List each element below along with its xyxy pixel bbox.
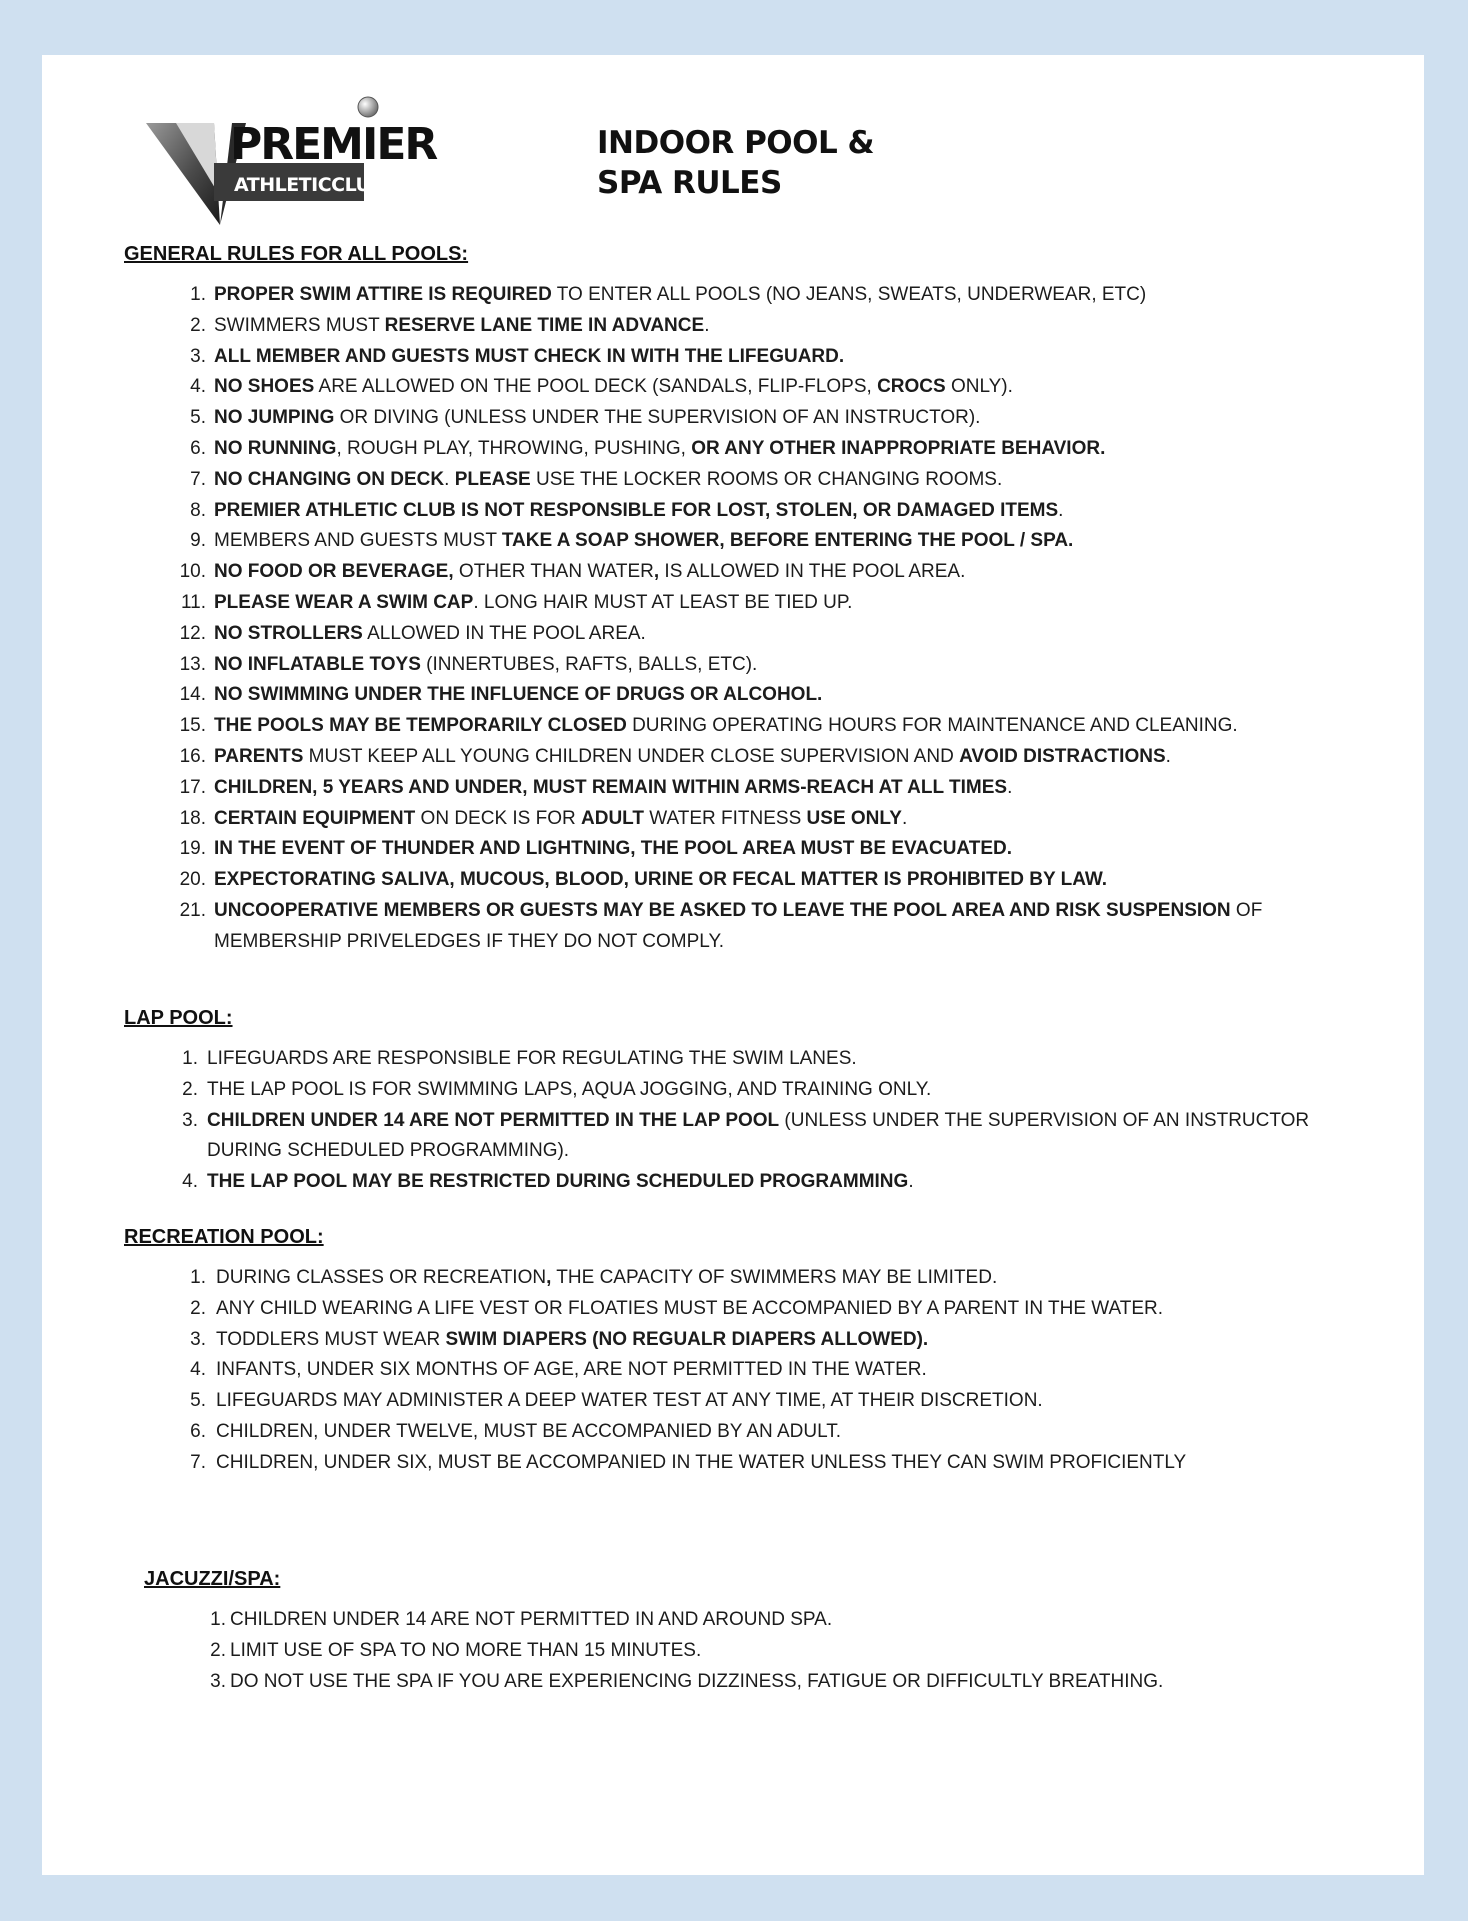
rules-list — [144, 1605, 1404, 1697]
rule-number: 13. — [179, 653, 206, 675]
title-line-2: SPA RULES — [597, 165, 782, 201]
rule-item — [124, 1263, 1384, 1294]
rule-item — [124, 1325, 1384, 1356]
rule-item — [124, 557, 1384, 588]
rules-list — [124, 1044, 1384, 1198]
rule-text-bold: NO SWIMMING UNDER THE INFLUENCE OF DRUGS OR ALCOHOL. — [214, 684, 823, 706]
rule-text: ON DECK IS FOR — [415, 807, 582, 829]
rule-item — [124, 465, 1384, 496]
rule-text: INFANTS, UNDER SIX MONTHS OF AGE, ARE NOT PERMITTED IN THE WATER. — [216, 1359, 927, 1381]
rule-item — [124, 834, 1384, 865]
rule-text-bold: , — [653, 561, 660, 583]
rule-text: CHILDREN, UNDER SIX, MUST BE ACCOMPANIED IN THE WATER UNLESS THEY CAN SWIM PROFICIENTLY — [216, 1451, 1187, 1473]
rule-text-bold: PARENTS — [214, 745, 304, 767]
rule-number: 7. — [190, 468, 206, 490]
rule-text: DO NOT USE THE SPA IF YOU ARE EXPERIENCING DIZZINESS, FATIGUE OR DIFFICULTLY BREATHING. — [230, 1670, 1164, 1692]
rule-number: 18. — [179, 807, 206, 829]
rule-text: . — [1165, 745, 1171, 767]
rule-text-bold: PROPER SWIM ATTIRE IS REQUIRED — [214, 284, 552, 305]
rule-text: OF MEMBERSHIP PRIVELEDGES IF THEY DO NOT COMPLY. — [214, 899, 1263, 952]
rule-text: IS ALLOWED IN THE POOL AREA. — [659, 561, 966, 583]
rule-number: 2. — [210, 1639, 226, 1661]
rule-item — [124, 372, 1384, 403]
rule-text-bold: NO INFLATABLE TOYS — [214, 653, 421, 675]
rule-item — [124, 588, 1384, 619]
rule-text: (UNLESS UNDER THE SUPERVISION OF AN INSTRUCTOR DURING SCHEDULED PROGRAMMING). — [207, 1109, 1310, 1162]
rule-text: CHILDREN UNDER 14 ARE NOT PERMITTED IN AND AROUND SPA. — [230, 1609, 833, 1630]
rule-text-bold: PLEASE — [454, 468, 531, 490]
section-general-rules — [124, 243, 1384, 958]
rule-item — [124, 526, 1384, 557]
rule-number: 1. — [190, 284, 206, 305]
rule-text-bold: IN THE EVENT OF THUNDER AND LIGHTNING, THE POOL AREA MUST BE EVACUATED. — [214, 838, 1013, 860]
section-recreation-pool — [124, 1226, 1384, 1479]
rule-item — [124, 1294, 1384, 1325]
rule-text: MUST KEEP ALL YOUNG CHILDREN UNDER CLOSE SUPERVISION AND — [303, 745, 960, 767]
rule-number: 4. — [182, 1171, 198, 1193]
logo-text-premier: PREMIER — [230, 119, 437, 170]
rule-text-bold: NO CHANGING ON DECK — [214, 468, 445, 490]
rule-text-bold: NO JUMPING — [214, 407, 335, 429]
rule-item — [144, 1636, 1404, 1667]
document-title — [597, 123, 874, 203]
rule-text-bold: NO STROLLERS — [214, 622, 363, 644]
rule-number: 1. — [182, 1048, 198, 1069]
rule-item — [124, 896, 1384, 958]
section-heading: RECREATION POOL: — [124, 1226, 324, 1248]
rule-item — [124, 1448, 1384, 1479]
rule-text: . — [1007, 776, 1013, 798]
rule-text: LIFEGUARDS MAY ADMINISTER A DEEP WATER TEST AT ANY TIME, AT THEIR DISCRETION. — [216, 1390, 1043, 1412]
rule-number: 11. — [180, 591, 206, 613]
rule-item — [124, 650, 1384, 681]
rule-text: ANY CHILD WEARING A LIFE VEST OR FLOATIES MUST BE ACCOMPANIED BY A PARENT IN THE WATER. — [216, 1297, 1164, 1319]
rule-number: 1. — [190, 1267, 206, 1288]
rule-number: 5. — [190, 1390, 206, 1412]
rule-text-bold: USE ONLY — [806, 807, 902, 829]
logo-text-athletic-club: ATHLETICCLUB — [234, 174, 385, 196]
rule-text: THE LAP POOL IS FOR SWIMMING LAPS, AQUA JOGGING, AND TRAINING ONLY. — [207, 1078, 932, 1100]
rule-number: 8. — [190, 499, 206, 521]
rule-number: 12. — [179, 622, 206, 644]
rule-text: MEMBERS AND GUESTS MUST — [214, 530, 502, 552]
rule-text: . — [444, 468, 455, 490]
rule-item — [124, 1386, 1384, 1417]
section-jacuzzi-spa — [144, 1568, 1404, 1697]
rule-text-bold: NO FOOD OR BEVERAGE, — [214, 561, 454, 583]
rule-text-bold: ADULT — [581, 807, 644, 829]
rule-number: 16. — [179, 745, 206, 767]
rule-text: . — [908, 1171, 914, 1193]
rule-number: 2. — [190, 1297, 206, 1319]
rule-item — [124, 1355, 1384, 1386]
rule-number: 9. — [190, 530, 206, 552]
rule-text-bold: NO SHOES — [214, 376, 315, 398]
rule-number: 6. — [190, 437, 206, 459]
rule-text: TO ENTER ALL POOLS (NO JEANS, SWEATS, UNDERWEAR, ETC) — [551, 284, 1147, 305]
rule-number: 10. — [179, 561, 206, 583]
rule-item — [124, 311, 1384, 342]
rule-text: USE THE LOCKER ROOMS OR CHANGING ROOMS. — [530, 468, 1003, 490]
rule-text: (INNERTUBES, RAFTS, BALLS, ETC). — [420, 653, 758, 675]
rule-item — [124, 342, 1384, 373]
rule-item — [124, 496, 1384, 527]
rule-text: . — [1058, 499, 1064, 521]
rule-text: . — [901, 807, 908, 829]
rule-item — [124, 1075, 1384, 1106]
rule-number: 7. — [190, 1451, 206, 1473]
rule-text: THE CAPACITY OF SWIMMERS MAY BE LIMITED. — [551, 1267, 998, 1288]
rule-number: 15. — [179, 715, 206, 737]
section-heading: GENERAL RULES FOR ALL POOLS: — [124, 243, 469, 265]
rule-text-bold: AVOID DISTRACTIONS — [959, 745, 1166, 767]
rule-item — [124, 1167, 1384, 1198]
rule-number: 3. — [210, 1670, 226, 1692]
rule-number: 6. — [190, 1420, 206, 1442]
rule-number: 19. — [179, 838, 206, 860]
rule-item — [124, 680, 1384, 711]
rule-item — [124, 711, 1384, 742]
rules-list — [124, 1263, 1384, 1479]
rule-text-bold: TAKE A SOAP SHOWER, BEFORE ENTERING THE POOL / SPA. — [501, 530, 1074, 552]
rule-item — [124, 403, 1384, 434]
rule-text: DURING CLASSES OR RECREATION — [216, 1267, 547, 1288]
rule-item — [124, 1106, 1384, 1168]
section-heading: LAP POOL: — [124, 1007, 233, 1029]
rule-text-bold: EXPECTORATING SALIVA, MUCOUS, BLOOD, URINE OR FECAL MATTER IS PROHIBITED BY LAW. — [214, 869, 1108, 891]
rule-text: ARE ALLOWED ON THE POOL DECK (SANDALS, FLIP-FLOPS, — [314, 376, 878, 398]
rule-text-bold: SWIM DIAPERS (NO REGUALR DIAPERS ALLOWED). — [445, 1328, 929, 1350]
document-page — [42, 55, 1424, 1875]
rule-item — [124, 804, 1384, 835]
rule-item — [124, 773, 1384, 804]
rule-text-bold: RESERVE LANE TIME IN ADVANCE — [384, 314, 705, 336]
rule-text: CHILDREN, UNDER TWELVE, MUST BE ACCOMPANIED BY AN ADULT. — [216, 1420, 842, 1442]
rule-text: . LONG HAIR MUST AT LEAST BE TIED UP. — [473, 591, 853, 613]
rule-text-bold: CHILDREN, 5 YEARS AND UNDER, MUST REMAIN WITHIN ARMS-REACH AT ALL TIMES — [214, 776, 1008, 798]
rule-number: 2. — [182, 1078, 198, 1100]
rule-text-bold: UNCOOPERATIVE MEMBERS OR GUESTS MAY BE ASKED TO LEAVE THE POOL AREA AND RISK SUSPENSION — [214, 899, 1231, 921]
rule-text: LIMIT USE OF SPA TO NO MORE THAN 15 MINUTES. — [230, 1639, 702, 1661]
rules-list — [124, 280, 1384, 958]
rule-number: 3. — [190, 1328, 206, 1350]
rule-item — [124, 1044, 1384, 1075]
rule-text-bold: OR ANY OTHER INAPPROPRIATE BEHAVIOR. — [691, 437, 1106, 459]
rule-text-bold: CERTAIN EQUIPMENT — [214, 807, 416, 829]
rule-number: 4. — [190, 376, 206, 398]
rule-text: WATER FITNESS — [643, 807, 807, 829]
rule-text: OTHER THAN WATER — [453, 561, 654, 583]
section-lap-pool — [124, 1007, 1384, 1198]
rule-item — [144, 1605, 1404, 1636]
rule-text: OR DIVING (UNLESS UNDER THE SUPERVISION OF AN INSTRUCTOR). — [334, 407, 981, 429]
rule-text-bold: CHILDREN UNDER 14 ARE NOT PERMITTED IN THE LAP POOL — [207, 1109, 780, 1131]
rule-number: 2. — [190, 314, 206, 336]
rule-number: 14. — [179, 684, 206, 706]
rule-number: 3. — [182, 1109, 198, 1131]
rule-item — [124, 280, 1384, 311]
rule-text-bold: PLEASE WEAR A SWIM CAP — [214, 591, 474, 613]
rule-number: 20. — [179, 869, 206, 891]
rule-text-bold: THE POOLS MAY BE TEMPORARILY CLOSED — [214, 715, 627, 737]
rule-text: ALLOWED IN THE POOL AREA. — [362, 622, 646, 644]
rule-text-bold: NO RUNNING — [214, 437, 337, 459]
rule-text: ONLY). — [945, 376, 1013, 398]
section-heading: JACUZZI/SPA: — [144, 1568, 281, 1590]
rule-item — [124, 865, 1384, 896]
title-line-1: INDOOR POOL & — [597, 125, 875, 161]
rule-text-bold: , — [546, 1267, 552, 1288]
rule-number: 4. — [190, 1359, 206, 1381]
rule-number: 1. — [210, 1609, 226, 1630]
rule-text: , ROUGH PLAY, THROWING, PUSHING, — [336, 437, 692, 459]
rule-number: 17. — [179, 776, 206, 798]
rule-text-bold: CROCS — [877, 376, 946, 398]
rule-text-bold: ALL MEMBER AND GUESTS MUST CHECK IN WITH THE LIFEGUARD. — [214, 345, 845, 367]
rule-item — [124, 619, 1384, 650]
rule-text: . — [704, 314, 710, 336]
rule-text: DURING OPERATING HOURS FOR MAINTENANCE AND CLEANING. — [626, 715, 1238, 737]
premier-athletic-club-logo — [136, 85, 456, 235]
rule-item — [124, 434, 1384, 465]
rule-text: TODDLERS MUST WEAR — [216, 1328, 446, 1350]
rule-item — [144, 1667, 1404, 1698]
rule-item — [124, 1417, 1384, 1448]
rule-text: LIFEGUARDS ARE RESPONSIBLE FOR REGULATING THE SWIM LANES. — [207, 1048, 857, 1069]
rule-text-bold: THE LAP POOL MAY BE RESTRICTED DURING SCHEDULED PROGRAMMING — [207, 1171, 909, 1193]
rule-item — [124, 742, 1384, 773]
rule-text: SWIMMERS MUST — [214, 314, 385, 336]
rule-text-bold: PREMIER ATHLETIC CLUB IS NOT RESPONSIBLE FOR LOST, STOLEN, OR DAMAGED ITEMS — [214, 499, 1059, 521]
rule-number: 5. — [190, 407, 206, 429]
rule-number: 3. — [190, 345, 206, 367]
rule-number: 21. — [179, 899, 206, 921]
